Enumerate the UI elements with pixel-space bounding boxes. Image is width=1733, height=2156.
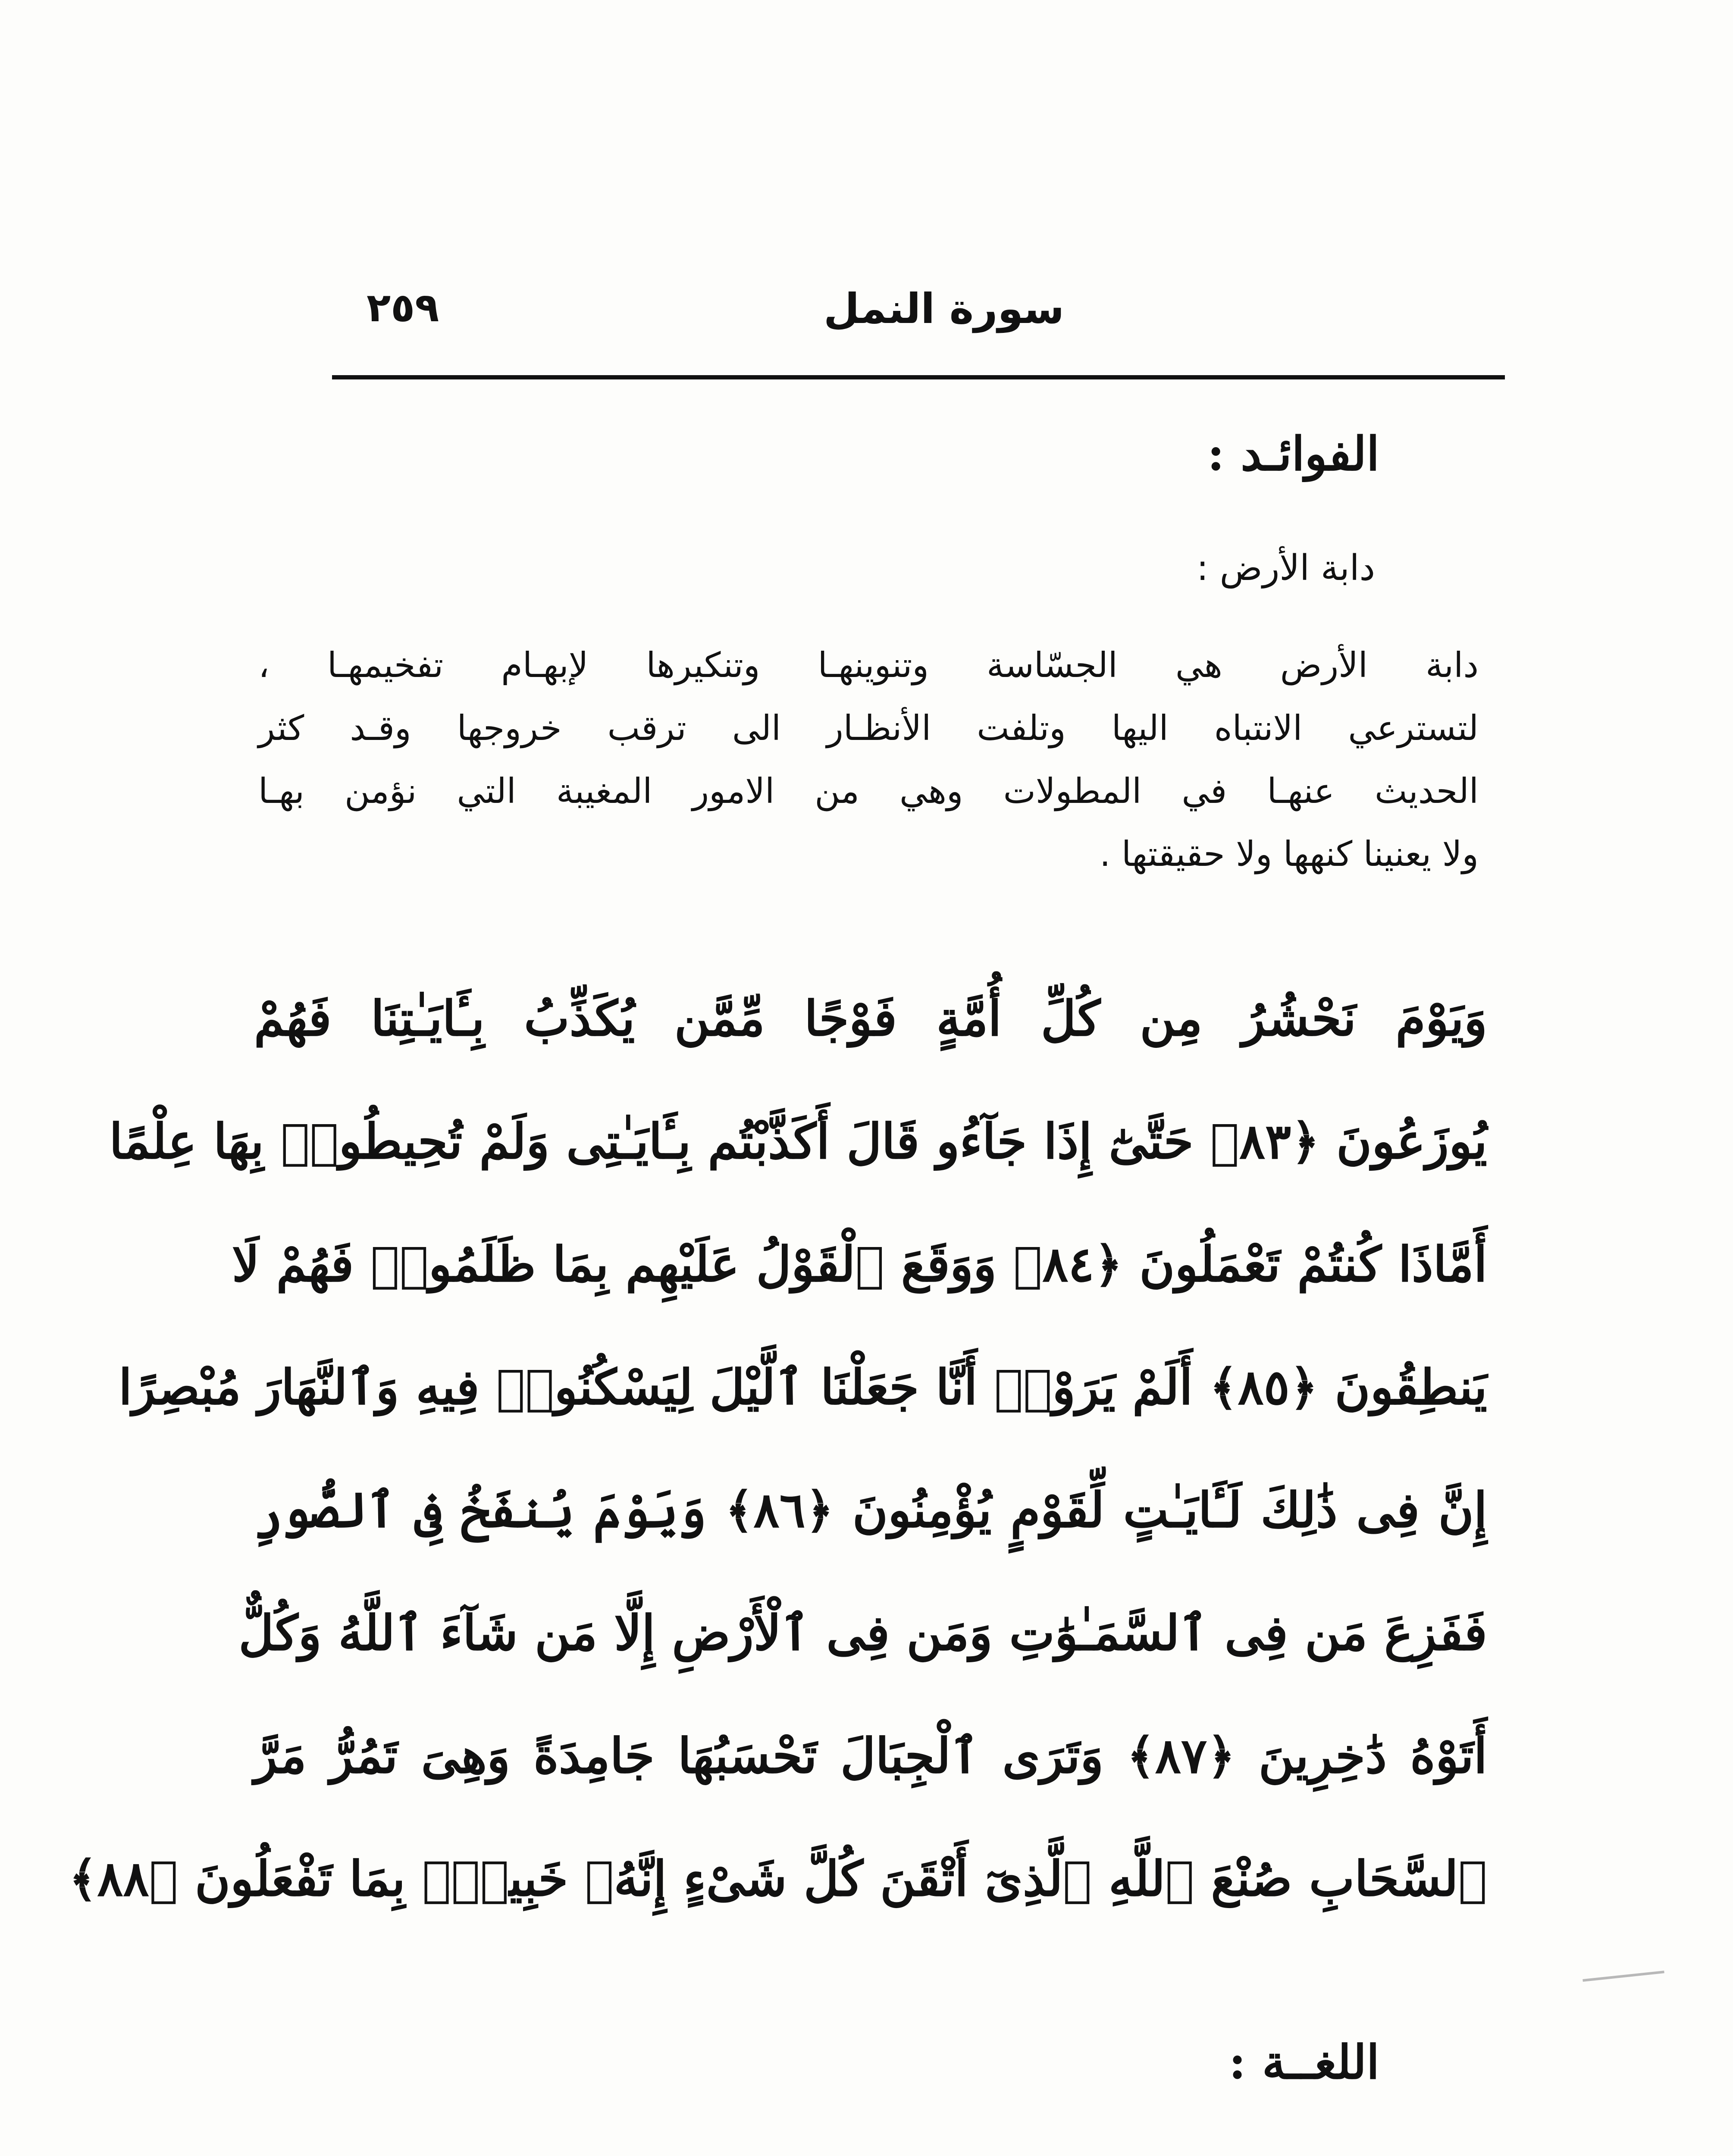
surah-title: سورة النمل: [824, 285, 1065, 333]
verse-line: أَمَّاذَا كُنتُمْ تَعْمَلُونَ ﴿٨٤﴾ وَوَقَعَ ٱلْقَوْلُ عَلَيْهِم بِمَا ظَلَمُوا۟ فَهُمْ لَا: [232, 1236, 1487, 1293]
verse-line: ٱلسَّحَابِ صُنْعَ ٱللَّهِ ٱلَّذِىٓ أَتْقَنَ كُلَّ شَىْءٍ إِنَّهُۥ خَبِيرٌۢ بِمَا تَفْعَلُونَ ﴿٨٨﴾: [69, 1851, 1487, 1907]
paragraph-line: ولا يعنينا كنهها ولا حقيقتها .: [1099, 834, 1479, 874]
verse-line: يَنطِقُونَ ﴿٨٥﴾ أَلَمْ يَرَوْا۟ أَنَّا جَعَلْنَا ٱلَّيْلَ لِيَسْكُنُوا۟ فِيهِ وَٱلنَّهَارَ مُبْصِرًا: [119, 1359, 1487, 1416]
verse-line: يُوزَعُونَ ﴿٨٣﴾ حَتَّىٰٓ إِذَا جَآءُو قَالَ أَكَذَّبْتُم بِـَٔايَـٰتِى وَلَمْ تُحِيطُوا۟ بِهَا عِلْمًا: [109, 1113, 1487, 1170]
verse-line: إِنَّ فِى ذَٰلِكَ لَـَٔايَـٰتٍ لِّقَوْمٍ يُؤْمِنُونَ ﴿٨٦﴾ وَيَوْمَ يُنفَخُ فِى ٱلصُّورِ: [254, 1482, 1488, 1539]
verse-line: وَيَوْمَ نَحْشُرُ مِن كُلِّ أُمَّةٍ فَوْجًا مِّمَّن يُكَذِّبُ بِـَٔايَـٰتِنَا فَهُمْ: [254, 990, 1488, 1047]
page-header: [332, 285, 1505, 341]
lugha-heading: اللغــة :: [1228, 2035, 1379, 2090]
verse-line: أَتَوْهُ دَٰخِرِينَ ﴿٨٧﴾ وَتَرَى ٱلْجِبَالَ تَحْسَبُهَا جَامِدَةً وَهِىَ تَمُرُّ مَرَّ: [254, 1728, 1487, 1784]
paragraph-line: دابة الأرض هي الجسّاسة وتنوينهـا وتنكيرها لإبهـام تفخيمهـا ،: [258, 645, 1479, 685]
verse-line: فَفَزِعَ مَن فِى ٱلسَّمَـٰوَٰتِ وَمَن فِى ٱلْأَرْضِ إِلَّا مَن شَآءَ ٱللَّهُ وَكُلٌّ: [238, 1605, 1487, 1661]
quran-verses-block: [69, 957, 1488, 1940]
fawaid-heading: الفوائـد :: [1207, 427, 1379, 481]
scan-edge-mark: [1583, 1971, 1664, 1982]
page-number: ٢٥٩: [367, 285, 439, 331]
paragraph-line: الحديث عنهـا في المطولات وهي من الامور المغيبة التي نؤمن بهـا: [258, 771, 1479, 811]
header-divider: [332, 375, 1505, 379]
dabbat-al-ard-subheading: دابة الأرض :: [1196, 548, 1375, 589]
paragraph-line: لتسترعي الانتباه اليها وتلفت الأنظـار الى ترقب خروجها وقـد كثر: [258, 708, 1479, 748]
fawaid-paragraph: [258, 634, 1479, 886]
